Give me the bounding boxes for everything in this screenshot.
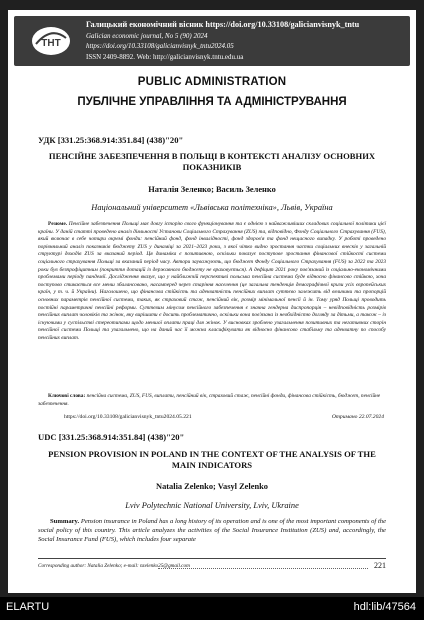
status-bar [0, 597, 424, 620]
journal-issue-line: Galician economic journal, No 5 (90) 2024 [86, 31, 208, 40]
keywords-uk [38, 393, 386, 408]
udc-en: UDC [331.25:368.914:351.84] (438)"20" [38, 432, 185, 442]
journal-header [14, 16, 410, 66]
authors-en: Natalia Zelenko; Vasyl Zelenko [156, 482, 268, 491]
journal-doi-line: https://doi.org/10.33108/galicianvisnyk_tntu2024.05 [86, 42, 234, 50]
abstract-text-en: Pension insurance in Poland has a long history of its operation and is one of the most important components of the social policy of this country. This article analyzes the activities of the Social Insurance Institution (ZUS) and, accordingly, the Social Insurance Fund (FUS), which includes four separate [38, 518, 387, 543]
section-title-en: PUBLIC ADMINISTRATION [137, 76, 287, 88]
page-number-leader [158, 568, 368, 569]
journal-info [86, 20, 406, 62]
university-logo-icon [30, 24, 72, 58]
authors-uk: Наталія Зеленко; Василь Зеленко [148, 185, 276, 194]
article-doi-link[interactable]: https://doi.org/10.33108/galicianvisnyk_tntu2024.05.221 [64, 414, 192, 420]
logo-text: ТНТ [41, 38, 61, 49]
abstract-label-en: Summary. [50, 518, 80, 525]
abstract-text-uk: Пенсійне забезпечення Польщі має довгу історію свого функціонування та є однією з найважливіших складових соціальної політики цієї країни. У даній статті проведено аналіз діяльності Установи Соціального Страхування (ZUS) та, відповідно, Фонду Соціального Страхування (FUS), який включає в себе чотири окремі фонди: пенсійний фонд, фонд інвалідності, фонд здоров'я та фонд нещасного випадку. У роботі проведено порівняльний аналіз показників бюджету ZUS у динаміці за 2021–2023 роки, з якої чітко видно зростання частки соціальних внесків у загальній структурі доходів ZUS за вказаний період. Ця динаміка є позитивною, оскільки показує поступове зростання фінансової стійкості системи соціального страхування Польщі за вказаний період часу. Автори зауважують, що бюджет Фонду Соціального Страхування (FUS) за 2022 та 2023 роки був безпрофіцитним (покриття дотацій із державного бюджету не враховується). А дефіцит 2021 року пов'язаний із соціально-економічними проблемами періоду пандемії. Дослідження вказує, що у найближчій перспективі польська пенсійна система буде відносно фінансово стійкою, хоча поступово стикається все менш збалансовано, насамперед через старіння населення (це загальна тенденція демографічної кризи усіх європейських країн, у т. ч. й України). Наголошено, що фінансова стійкість та адекватність пенсійних виплат суттєво залежить від величини та пропорцій основних параметрів пенсійної системи, таких, як страховий стаж, пенсійний вік, розмір мінімальної пенсії й ін. Тому уряд Польщі проводить постійні параметричні пенсійні реформи. Суттєвим мінусом пенсійного забезпечення є значна гендерна диспропорція – невідповідність розмірів пенсійних виплат чоловіків та жінок, яку вирішити є досить проблематично, оскільки вона пов'язана із необхідністю догляду за дітьми, а також – із існуючими у суспільстві стереотипами щодо меншої оплати праці для жінок. У висновках зроблено узагальнення позитивних та негативних сторін пенсійної системи Польщі та узагальнено, що на даний час її можна класифікувати як відносно фінансово стабільну та адекватну по способу пенсійних виплат. [38, 221, 386, 341]
journal-issn-line: ISSN 2409-8892. Web: http://galicianvisnyk.tntu.edu.ua [86, 52, 244, 61]
received-date: Отримано 22.07.2024 [331, 414, 384, 420]
abstract-uk [38, 221, 386, 343]
article-title-en: PENSION PROVISION IN POLAND IN THE CONTEXT OF THE ANALYSIS OF THE MAIN INDICATORS [48, 449, 376, 470]
affiliation-en: Lviv Polytechnic National University, Lviv, Ukraine [125, 501, 299, 510]
abstract-label-uk: Резюме. [48, 221, 68, 227]
section-title-uk: ПУБЛІЧНЕ УПРАВЛІННЯ ТА АДМІНІСТРУВАННЯ [77, 96, 347, 108]
paper-page [8, 10, 416, 593]
udc-uk: УДК [331.25:368.914:351.84] (438)"20" [38, 135, 184, 145]
footnote-divider [38, 558, 386, 559]
article-title-uk: ПЕНСІЙНЕ ЗАБЕЗПЕЧЕННЯ В ПОЛЬЩІ В КОНТЕКСТІ АНАЛІЗУ ОСНОВНИХ ПОКАЗНИКІВ [48, 151, 376, 172]
corresponding-author: Corresponding author: Natalia Zelenko; e-mail: nzelenko25@gmail.com [38, 563, 190, 569]
journal-title-line: Галицький економічний вісник https://doi.org/10.33108/galicianvisnyk_tntu [86, 20, 360, 29]
handle-identifier[interactable]: hdl:lib/47564 [353, 601, 416, 613]
repository-name[interactable]: ELARTU [6, 601, 50, 613]
page-number: 221 [374, 561, 386, 570]
affiliation-uk: Національний університет «Львівська політехніка», Львів, Україна [91, 203, 333, 212]
keywords-text-uk: пенсійна система, ZUS, FUS, виплати, пенсійний вік, страховий стаж, пенсійні фонди, фінансова стійкість, бюджет, пенсійне забезпечення. [38, 393, 381, 407]
keywords-label-uk: Ключові слова: [48, 393, 86, 399]
abstract-en [38, 518, 386, 544]
